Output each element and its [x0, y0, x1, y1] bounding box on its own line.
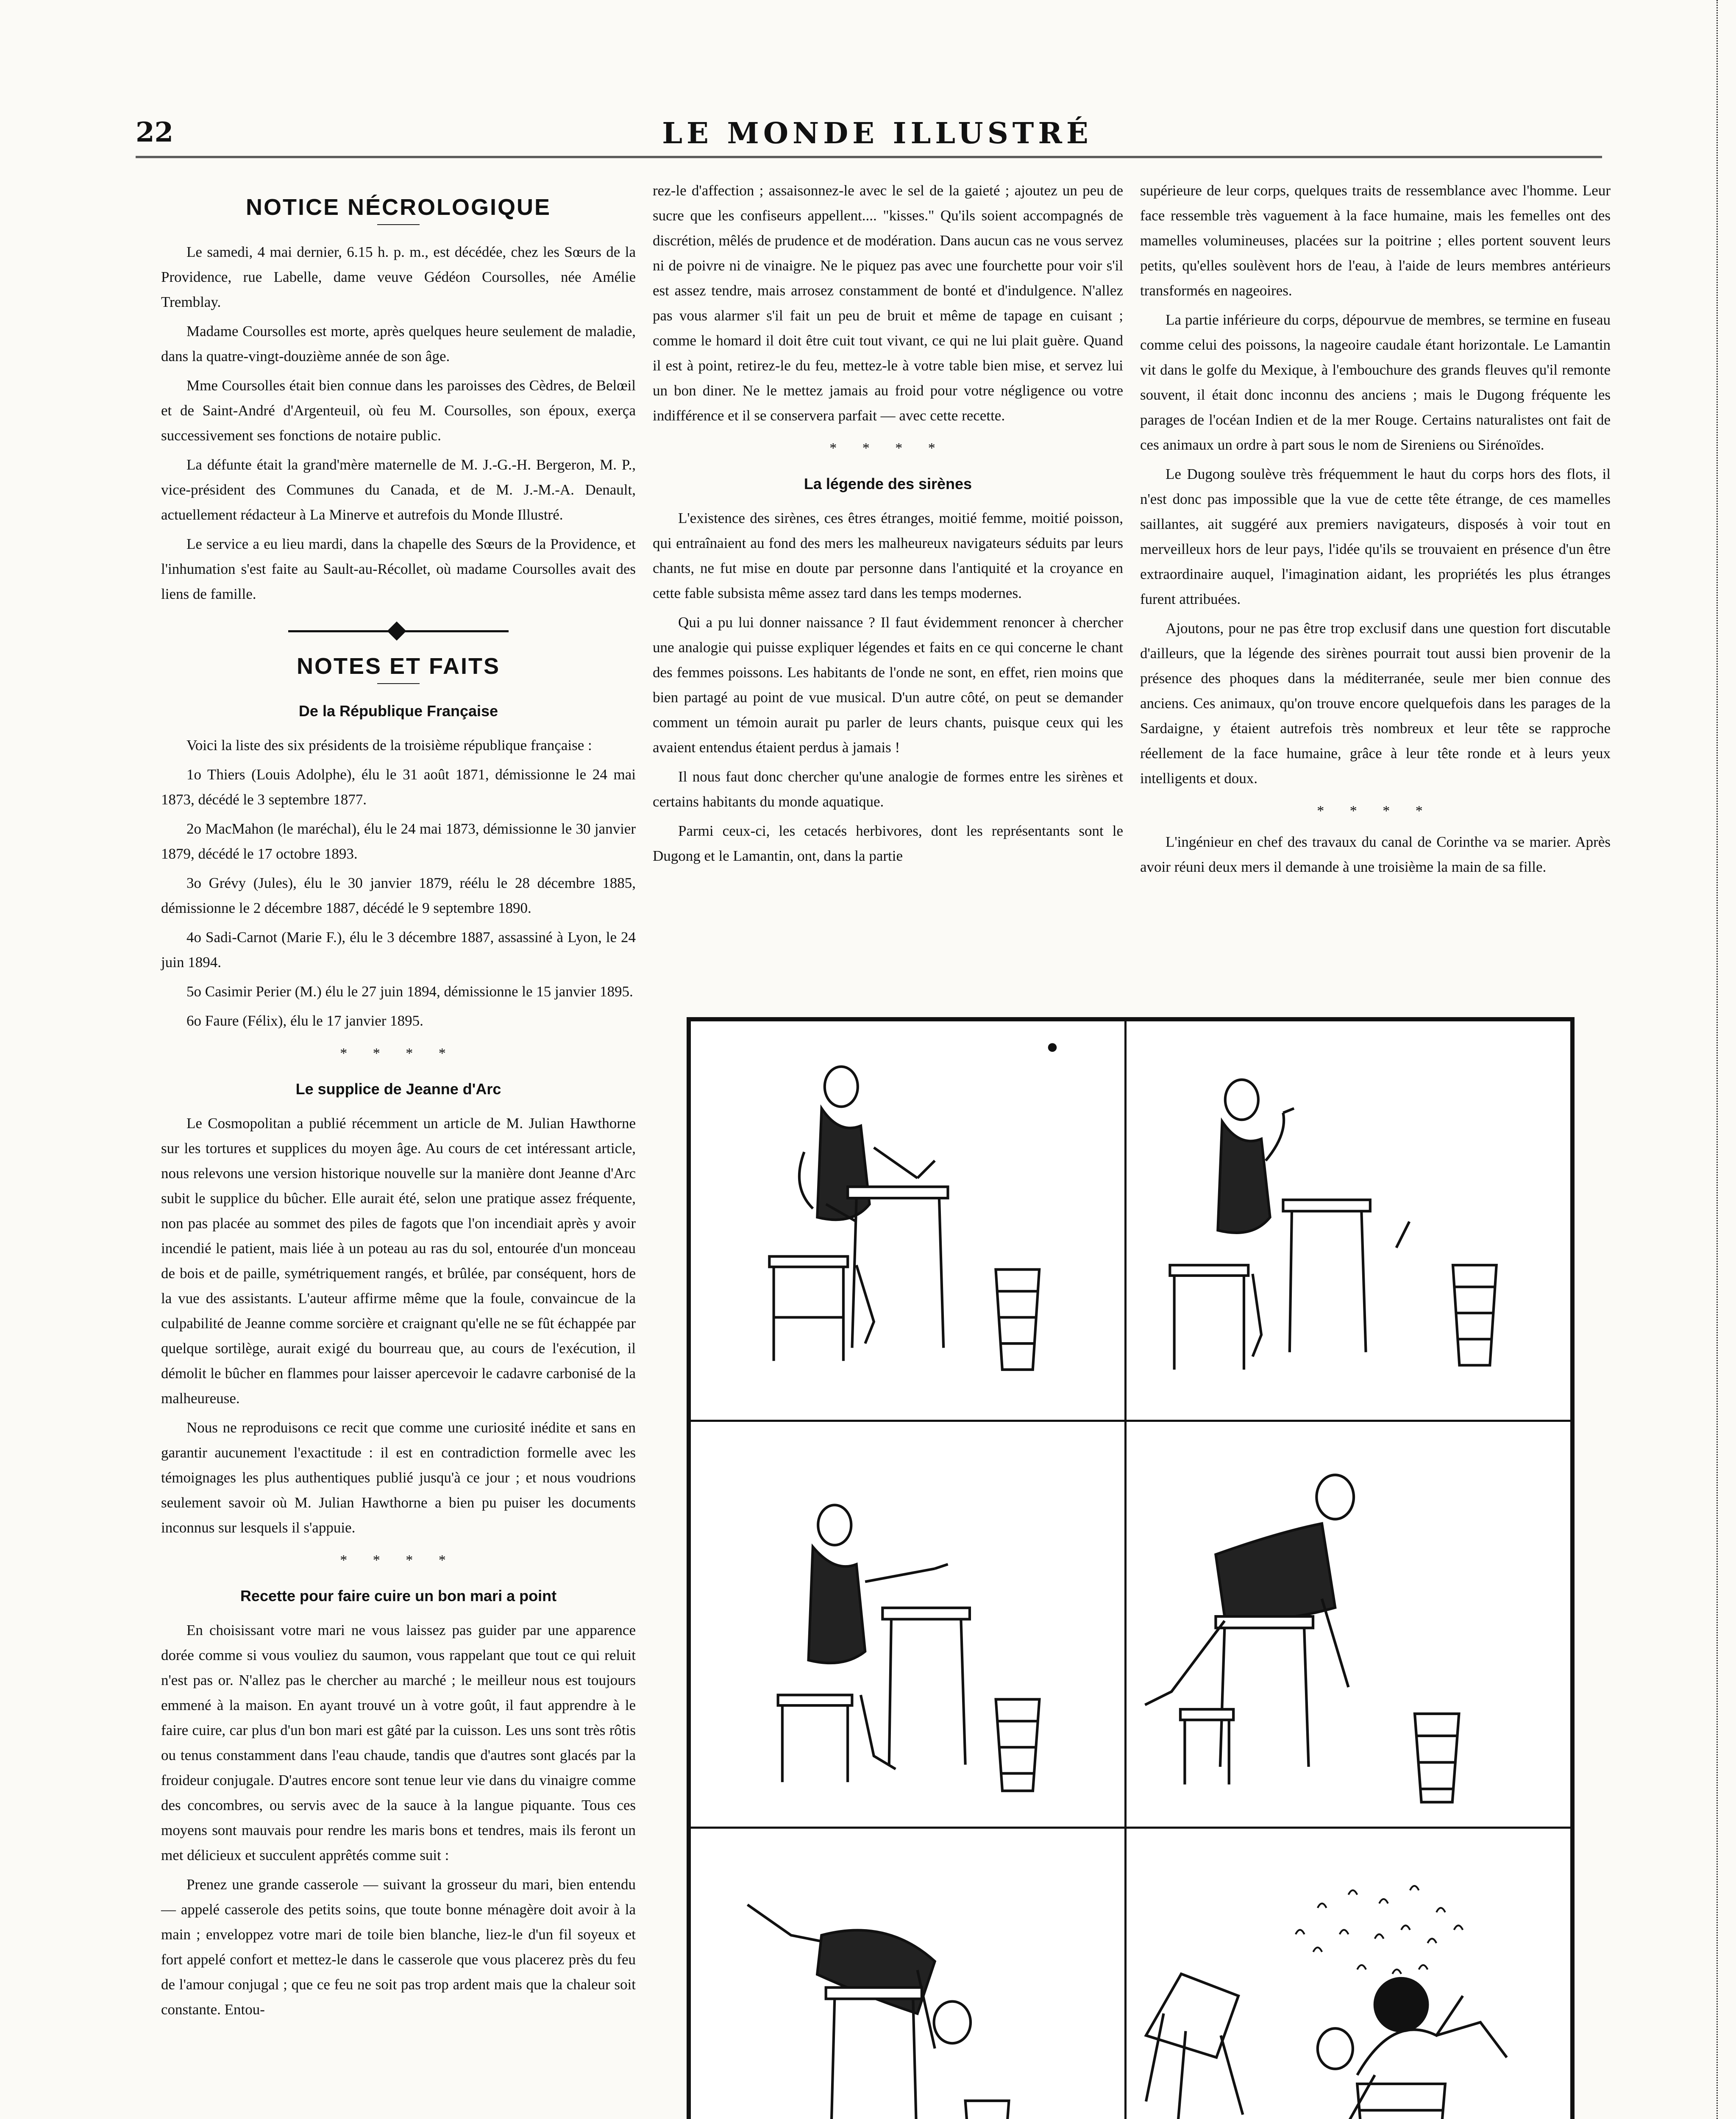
paragraph: Madame Coursolles est morte, après quelques heure seulement de maladie, dans la quatre-vingt-douzième année de son âge. [161, 323, 636, 364]
column-1 [161, 178, 636, 2026]
comic-panel-4 [1124, 1420, 1572, 1831]
falling-man-illustration [691, 1829, 1127, 2119]
reaching-man-illustration [691, 1422, 1127, 1829]
examining-pen-illustration [1127, 1021, 1570, 1422]
comic-panel-1 [689, 1019, 1129, 1424]
masthead-title: LE MONDE ILLUSTRÉ [662, 117, 1093, 150]
paragraph: rez-le d'affection ; assaisonnez-le avec le sel de la gaieté ; ajoutez un peu de sucre que les confiseurs appellent.... "kisses." Qu'ils soient accompagnés de discrétion, mêlés de prudence et de modération. Dans aucun cas ne vous servez ni de poivre ni de vinaigre. Ne le piquez pas avec une fourchette pour voir s'il est assez tendre, mais arrosez constamment de bonté et d'indulgence. N'allez pas vous alarmer s'il fait un peu de bruit et même de tapage en cuisant ; comme le homard il doit être cuit tout vivant, ce qui ne lui plait guère. Quand il est à point, retirez-le du feu, mettez-le à votre table bien mise, et servez lui un bon diner. Ne le mettez jamais au froid pour votre négligence ou votre indifférence et il se conservera parfait — avec cette recette. [653, 182, 1123, 424]
diamond-icon [387, 621, 406, 640]
column-3 [1140, 178, 1611, 884]
paragraph: 2o MacMahon (le maréchal), élu le 24 mai 1873, démissionne le 30 janvier 1879, décédé le 17 octobre 1893. [161, 820, 636, 862]
header-rule [136, 156, 1602, 158]
paragraph: La défunte était la grand'mère maternelle de M. J.-G.-H. Bergeron, M. P., vice-président des Communes du Canada, et de M. J.-M.-A. Denault, actuellement rédacteur à La Minerve et autrefois du Monde Illustré. [161, 456, 636, 523]
paragraph: Le Dugong soulève très fréquemment le haut du corps hors des flots, il n'est donc pas impossible que la vue de cette tête étrange, de ces mamelles saillantes, ait suggéré aux premiers navigateurs, disposés à voir tout en merveilleux hors de leur pays, l'idée qu'ils se trouvaient en présence d'un être extraordinaire auquel, l'imagination aidant, les propriétés les plus étranges furent attribuées. [1140, 466, 1611, 607]
page-number: 22 [136, 117, 174, 148]
paragraph: 4o Sadi-Carnot (Marie F.), élu le 3 décembre 1887, assassiné à Lyon, le 24 juin 1894. [161, 929, 636, 971]
recette-title: Recette pour faire cuire un bon mari a point [240, 1587, 557, 1605]
divider [377, 683, 420, 684]
paragraph: Ajoutons, pour ne pas être trop exclusif dans une question fort discutable d'ailleurs, que la légende des sirènes pourrait tout aussi bien provenir de la présence des phoques dans la méditerranée, seule mer bien connue des anciens. Ces animaux, qu'on trouve encore quelquefois dans les parages de la Sardaigne, y étaient autrefois très nombreux et leur tête se rapproche réellement de la face humaine, grâce à leur tête ronde et à leurs yeux intelligents et doux. [1140, 620, 1611, 787]
paragraph: Il nous faut donc chercher qu'une analogie de formes entre les sirènes et certains habitants du monde aquatique. [653, 768, 1123, 810]
paragraph: Voici la liste des six présidents de la troisième république française : [186, 737, 592, 754]
sirenes-title: La légende des sirènes [804, 475, 972, 492]
paragraph: Qui a pu lui donner naissance ? Il faut évidemment renoncer à chercher une analogie qui puisse expliquer légendes et faits en ce qui concerne le chant des femmes poissons. Les habitants de l'onde ne sont, en effet, rien moins que bien partagé au point de vue musical. D'un autre côté, on peut se demander comment un témoin aurait pu parler de leurs chants, puisque ceux qui les avaient entendus étaient perdus à jamais ! [653, 614, 1123, 756]
republique-body [161, 733, 636, 1033]
comic-strip [687, 1017, 1575, 2119]
comic-panel-2 [1124, 1019, 1572, 1424]
column-2 [653, 178, 1123, 873]
paragraph: Nous ne reproduisons ce recit que comme une curiosité inédite et sans en garantir aucunement l'exactitude : il est en contradiction formelle avec les témoignages les plus authentiques publié jusqu'à ce jour ; et nous voudrions seulement savoir où M. Julian Hawthorne a bien pu puiser les documents inconnus sur lesquels il s'appuie. [161, 1419, 636, 1536]
comic-panel-3 [689, 1420, 1129, 1831]
comic-panel-5 [689, 1827, 1129, 2119]
paragraph: Prenez une grande casserole — suivant la grosseur du mari, bien entendu — appelé casserole des petits soins, que toute bonne ménagère doit avoir à la main ; enveloppez votre mari de toile bien blanche, liez-le d'un fil soyeux et fort appelé confort et mettez-le dans le casserole que vous placerez près du feu de l'amour conjugal ; que ce feu ne soit pas trop ardent mais que la chaleur soit constante. Entou- [161, 1876, 636, 2018]
paragraph: 3o Grévy (Jules), élu le 30 janvier 1879, réélu le 28 décembre 1885, démissionne le 2 décembre 1887, décédé le 9 septembre 1890. [161, 875, 636, 916]
leaning-man-illustration [1127, 1422, 1570, 1829]
writing-man-illustration [691, 1021, 1127, 1422]
paragraph: Le Cosmopolitan a publié récemment un article de M. Julian Hawthorne sur les tortures et supplices du moyen âge. Au cours de cet intéressant article, nous relevons une version historique nouvelle sur la manière dont Jeanne d'Arc subit le supplice du bûcher. Elle aurait été, selon une pratique assez fréquente, non pas placée au sommet des piles de fagots que l'on incendiait après y avoir incendié le patient, mais liée à un poteau au ras du sol, entourée d'un monceau de bois et de paille, symétriquement rangés, et brûlée, par conséquent, hors de la vue des assistants. L'auteur affirme même que la foule, convaincue de la culpabilité de Jeanne comme sorcière et craignant qu'elle ne se fût échappée par quelque sortilège, aurait exigé du bourreau que, au cours de l'exécution, il démolit le bûcher en flammes pour laisser apercevoir le cadavre carbonisé de la malheureuse. [161, 1115, 636, 1407]
notice-body [161, 239, 636, 606]
paragraph: L'ingénieur en chef des travaux du canal de Corinthe va se marier. Après avoir réuni deux mers il demande à une troisième la main de sa fille. [1140, 834, 1611, 875]
stars-divider: * * * * [829, 440, 946, 456]
paragraph: En choisissant votre mari ne vous laissez pas guider par une apparence dorée comme si vous vouliez du saumon, vous rappelant que tout ce qui reluit n'est pas or. N'allez pas le chercher au marché ; le meilleur nous est toujours emmené à la maison. En ayant trouvé un à votre goût, il faut apprendre à le faire cuire, car plus d'un bon mari est gâté par la cuisson. Les uns sont très rôtis ou tenus constamment dans l'eau chaude, tandis que d'autres sont glacés par la froideur conjugale. D'autres encore sont tenue leur vie dans du vinaigre comme des concombres, ou servis avec de la sauce à la langue piquante. Tous ces moyens sont mauvais pour rendre les maris bons et tendres, mais ils feront un met délicieux et succulent apprêtés comme suit : [161, 1622, 636, 1863]
notes-title: NOTES ET FAITS [296, 653, 501, 679]
stars-divider: * * * * [1317, 803, 1434, 819]
ornament-divider [288, 625, 509, 637]
paragraph: Le service a eu lieu mardi, dans la chapelle des Sœurs de la Providence, et l'inhumation s'est faite au Sault-au-Récollet, où madame Coursolles avait des liens de famille. [161, 536, 636, 602]
paragraph: L'existence des sirènes, ces êtres étranges, moitié femme, moitié poisson, qui entraînaient au fond des mers les malheureux navigateurs séduits par leurs chants, ne fut mise en doute par personne dans l'antiquité et la croyance en cette fable subsista même assez tard dans les temps modernes. [653, 510, 1123, 601]
jeanne-title: Le supplice de Jeanne d'Arc [295, 1080, 501, 1098]
paragraph: 5o Casimir Perier (M.) élu le 27 juin 1894, démissionne le 15 janvier 1895. [186, 983, 633, 1000]
paragraph: Mme Coursolles était bien connue dans les paroisses des Cèdres, de Belœil et de Saint-André d'Argenteuil, où feu M. Coursolles, son époux, exerça successivement ses fonctions de notaire public. [161, 377, 636, 444]
page-edge [1717, 0, 1720, 2119]
notice-title: NOTICE NÉCROLOGIQUE [245, 195, 551, 220]
man-in-basket-illustration [1127, 1829, 1570, 2119]
stars-divider: * * * * [340, 1552, 457, 1568]
republique-title: De la République Française [298, 702, 498, 720]
paragraph: Le samedi, 4 mai dernier, 6.15 h. p. m., est décédée, chez les Sœurs de la Providence, rue Labelle, dame veuve Gédéon Coursolles, née Amélie Tremblay. [161, 244, 636, 310]
paragraph: Parmi ceux-ci, les cetacés herbivores, dont les représentants sont le Dugong et le Lamantin, ont, dans la partie [653, 823, 1123, 864]
paragraph: 6o Faure (Félix), élu le 17 janvier 1895. [186, 1012, 423, 1029]
stars-divider: * * * * [340, 1046, 457, 1061]
comic-panel-6 [1124, 1827, 1572, 2119]
paragraph: 1o Thiers (Louis Adolphe), élu le 31 août 1871, démissionne le 24 mai 1873, décédé le 3 septembre 1877. [161, 766, 636, 808]
divider [377, 224, 420, 225]
paragraph: La partie inférieure du corps, dépourvue de membres, se termine en fuseau comme celui des poissons, la nageoire caudale étant horizontale. Le Lamantin vit dans le golfe du Mexique, à l'embouchure des grands fleuves qu'il remonte souvent, il était donc inconnu des anciens ; mais le Dugong fréquente les parages de l'océan Indien et de la mer Rouge. Certains naturalistes ont fait de ces animaux un ordre à part sous le nom de Sireniens ou Sirénoïdes. [1140, 311, 1611, 453]
paragraph: supérieure de leur corps, quelques traits de ressemblance avec l'homme. Leur face ressemble très vaguement à la face humaine, mais les femelles ont des mamelles volumineuses, placées sur la poitrine ; elles portent souvent leurs petits, qu'elles soulèvent hors de l'eau, à l'aide de leurs membres antérieurs transformés en nageoires. [1140, 182, 1611, 299]
